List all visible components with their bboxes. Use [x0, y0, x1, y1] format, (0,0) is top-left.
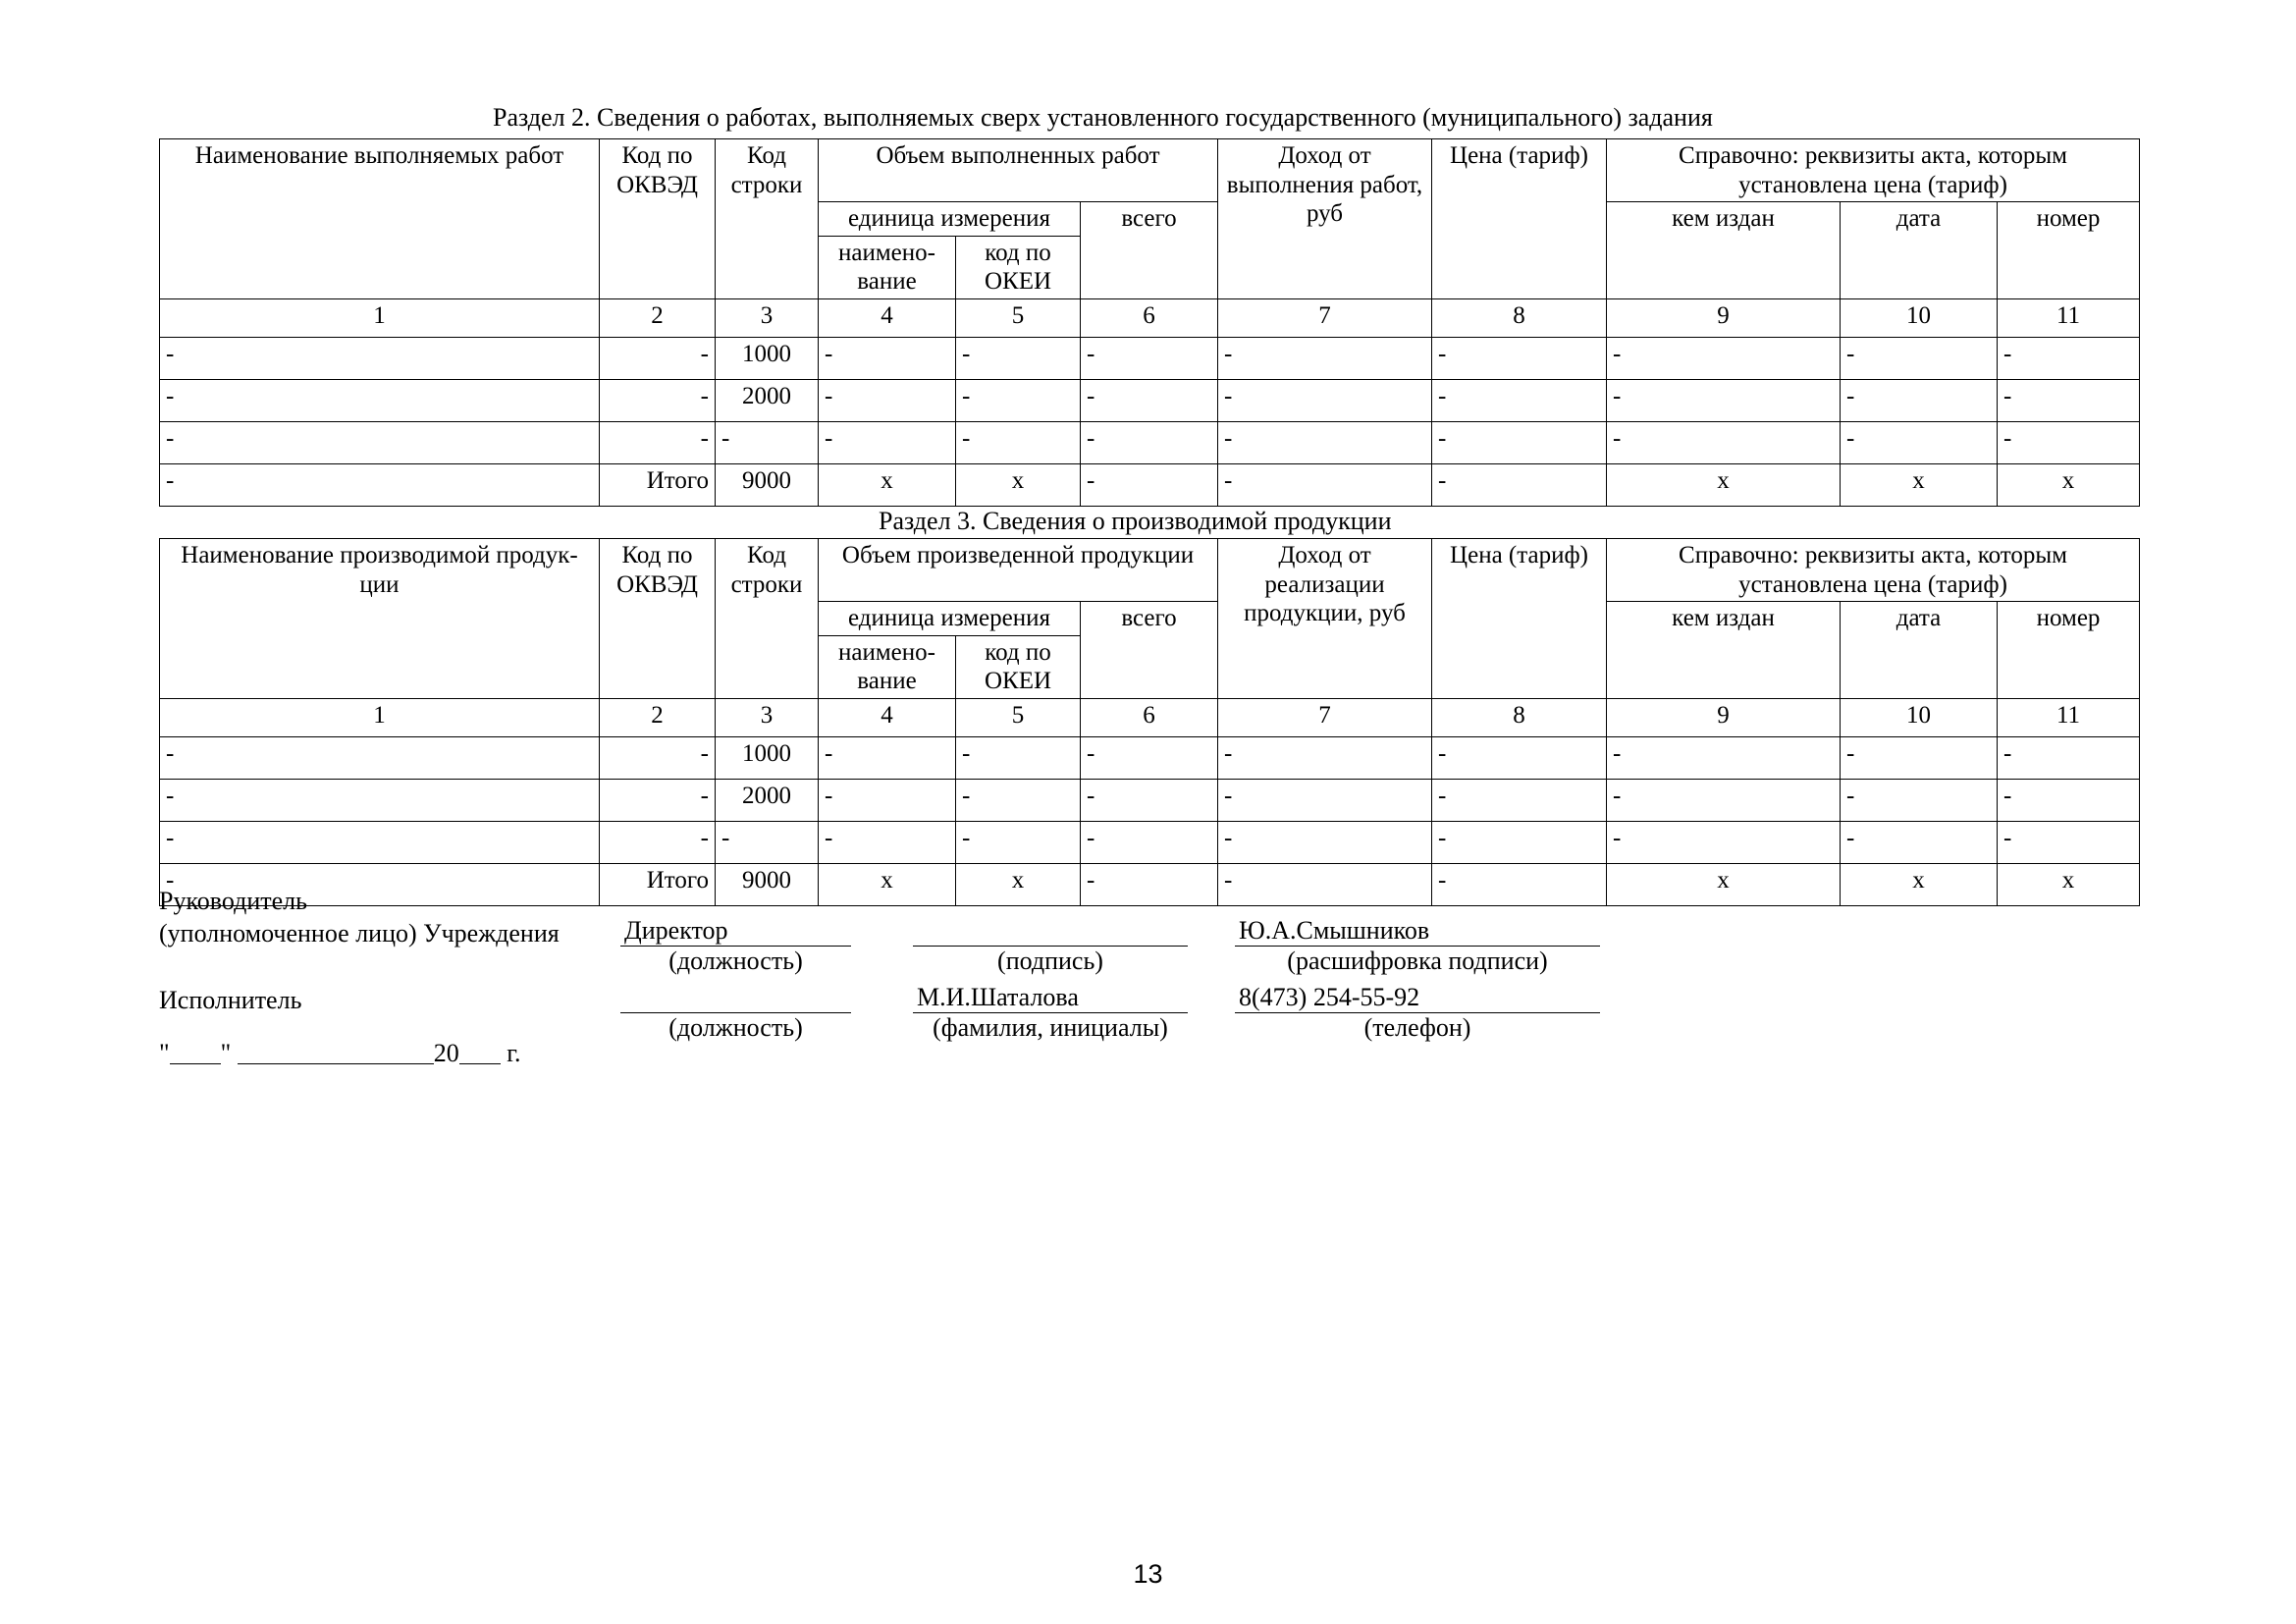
cell-total-label: Итого	[600, 463, 716, 506]
cell-okved: -	[600, 821, 716, 863]
executor-position-caption: (должность)	[668, 1012, 803, 1042]
header-date: дата	[1841, 602, 1998, 699]
col-num: 3	[716, 298, 819, 337]
header-price: Цена (тариф)	[1432, 139, 1607, 299]
cell-date: -	[1841, 779, 1998, 821]
header-reference-group: Справочно: реквизиты акта, которым установлена цена (тариф)	[1607, 139, 2140, 202]
cell-unit-name: -	[819, 821, 956, 863]
cell-total: -	[1081, 779, 1218, 821]
header-unit-name: наимено-вание	[819, 635, 956, 698]
cell-unit-okei: х	[956, 863, 1081, 905]
table-header-row-main	[160, 139, 2140, 202]
cell-number: -	[1998, 736, 2140, 779]
header-row-code: Код строки	[716, 139, 819, 299]
cell-row-code: 1000	[716, 736, 819, 779]
header-name: Наименование производимой продук-ции	[160, 539, 600, 699]
cell-name: -	[160, 821, 600, 863]
section-3-table	[159, 538, 2140, 906]
head-name-caption: (расшифровка подписи)	[1287, 947, 1548, 975]
table-total-row	[160, 463, 2140, 506]
col-num: 7	[1218, 698, 1432, 736]
table-row	[160, 779, 2140, 821]
cell-number: х	[1998, 463, 2140, 506]
cell-income: -	[1218, 379, 1432, 421]
col-num: 6	[1081, 698, 1218, 736]
date-month-blank[interactable]	[238, 1063, 434, 1064]
cell-number: -	[1998, 337, 2140, 379]
col-num: 3	[716, 698, 819, 736]
cell-issued-by: -	[1607, 379, 1841, 421]
executor-position-field	[620, 983, 851, 1013]
head-sign-field	[913, 916, 1188, 947]
cell-price: -	[1432, 821, 1607, 863]
table-column-number-row	[160, 298, 2140, 337]
header-total: всего	[1081, 202, 1218, 299]
cell-date: х	[1841, 863, 1998, 905]
executor-signature-row	[159, 983, 1600, 1013]
head-position-value[interactable]: Директор	[620, 916, 851, 947]
header-total: всего	[1081, 602, 1218, 699]
cell-okved: -	[600, 337, 716, 379]
date-quote-close: "	[220, 1039, 232, 1067]
cell-income: -	[1218, 421, 1432, 463]
cell-total: -	[1081, 463, 1218, 506]
table-column-number-row	[160, 698, 2140, 736]
col-num: 5	[956, 698, 1081, 736]
cell-income: -	[1218, 463, 1432, 506]
col-num: 7	[1218, 298, 1432, 337]
col-num: 9	[1607, 698, 1841, 736]
head-signature-row	[159, 916, 1600, 947]
executor-position-value[interactable]	[620, 983, 851, 1013]
header-income: Доход от выполнения работ, руб	[1218, 139, 1432, 299]
executor-position-caption-wrap	[620, 1013, 851, 1044]
cell-issued-by: х	[1607, 463, 1841, 506]
cell-unit-name: -	[819, 421, 956, 463]
executor-name-caption-wrap	[913, 1013, 1188, 1044]
cell-date: -	[1841, 379, 1998, 421]
executor-phone-caption: (телефон)	[1363, 1012, 1471, 1042]
cell-unit-okei: -	[956, 421, 1081, 463]
executor-label: Исполнитель	[159, 985, 302, 1014]
header-date: дата	[1841, 202, 1998, 299]
header-issued-by: кем издан	[1607, 602, 1841, 699]
cell-price: -	[1432, 463, 1607, 506]
head-name-field	[1235, 916, 1600, 947]
section-2-table	[159, 138, 2140, 507]
cell-row-code: -	[716, 421, 819, 463]
cell-okved: -	[600, 421, 716, 463]
header-issued-by: кем издан	[1607, 202, 1841, 299]
header-price: Цена (тариф)	[1432, 539, 1607, 699]
head-sign-value[interactable]	[913, 916, 1188, 947]
cell-okved: -	[600, 379, 716, 421]
cell-price: -	[1432, 736, 1607, 779]
table-row	[160, 821, 2140, 863]
cell-issued-by: -	[1607, 736, 1841, 779]
head-position-caption: (должность)	[668, 947, 803, 975]
head-name-value[interactable]: Ю.А.Смышников	[1235, 916, 1600, 947]
spacer	[159, 951, 620, 977]
col-num: 6	[1081, 298, 1218, 337]
head-name-caption-wrap	[1235, 947, 1600, 977]
executor-phone-value[interactable]: 8(473) 254-55-92	[1235, 983, 1600, 1013]
cell-price: -	[1432, 779, 1607, 821]
head-caption-row	[159, 947, 1600, 977]
header-name: Наименование выполняемых работ	[160, 139, 600, 299]
cell-name: -	[160, 463, 600, 506]
cell-date: х	[1841, 463, 1998, 506]
header-unit-name: наимено-вание	[819, 236, 956, 298]
col-num: 2	[600, 698, 716, 736]
cell-okved: -	[600, 779, 716, 821]
cell-date: -	[1841, 337, 1998, 379]
head-label-line1: Руководитель	[159, 887, 307, 915]
cell-unit-name: -	[819, 779, 956, 821]
head-position-caption-wrap	[620, 947, 851, 977]
cell-name: -	[160, 863, 600, 905]
cell-income: -	[1218, 337, 1432, 379]
cell-name: -	[160, 779, 600, 821]
cell-price: -	[1432, 379, 1607, 421]
table-row	[160, 736, 2140, 779]
cell-number: х	[1998, 863, 2140, 905]
cell-total: -	[1081, 736, 1218, 779]
header-number: номер	[1998, 602, 2140, 699]
cell-unit-okei: -	[956, 337, 1081, 379]
cell-issued-by: -	[1607, 421, 1841, 463]
cell-unit-okei: -	[956, 736, 1081, 779]
cell-income: -	[1218, 863, 1432, 905]
executor-name-caption: (фамилия, инициалы)	[933, 1012, 1168, 1042]
cell-price: -	[1432, 337, 1607, 379]
cell-income: -	[1218, 779, 1432, 821]
cell-unit-name: -	[819, 736, 956, 779]
cell-date: -	[1841, 736, 1998, 779]
section-2-title: Раздел 2. Сведения о работах, выполняемых сверх установленного государственного (муниципального) задания	[493, 103, 1713, 132]
header-unit-okei: код по ОКЕИ	[956, 236, 1081, 298]
cell-total: -	[1081, 379, 1218, 421]
col-num: 8	[1432, 298, 1607, 337]
cell-row-code: 1000	[716, 337, 819, 379]
col-num: 2	[600, 298, 716, 337]
head-label-line2: (уполномоченное лицо) Учреждения	[159, 919, 560, 947]
cell-number: -	[1998, 821, 2140, 863]
cell-unit-okei: -	[956, 821, 1081, 863]
signature-block	[159, 889, 1600, 1043]
executor-phone-field	[1235, 983, 1600, 1013]
col-num: 1	[160, 298, 600, 337]
date-line	[159, 1039, 520, 1068]
head-sign-caption-wrap	[913, 947, 1188, 977]
cell-unit-okei: -	[956, 379, 1081, 421]
page-number: 13	[1133, 1559, 1163, 1589]
head-sign-caption: (подпись)	[997, 947, 1103, 975]
header-unit-group: единица измерения	[819, 202, 1081, 237]
header-reference-group: Справочно: реквизиты акта, которым установлена цена (тариф)	[1607, 539, 2140, 602]
cell-income: -	[1218, 821, 1432, 863]
date-year-blank[interactable]	[459, 1063, 501, 1064]
col-num: 5	[956, 298, 1081, 337]
cell-date: -	[1841, 421, 1998, 463]
section-3-title: Раздел 3. Сведения о производимой продукции	[879, 507, 1392, 535]
header-okved: Код по ОКВЭД	[600, 139, 716, 299]
table-header-row-main	[160, 539, 2140, 602]
cell-income: -	[1218, 736, 1432, 779]
cell-price: -	[1432, 421, 1607, 463]
cell-unit-okei: -	[956, 779, 1081, 821]
cell-name: -	[160, 379, 600, 421]
cell-unit-name: -	[819, 337, 956, 379]
table-row	[160, 421, 2140, 463]
executor-name-field	[913, 983, 1188, 1013]
cell-number: -	[1998, 421, 2140, 463]
header-income: Доход от реализации продукции, руб	[1218, 539, 1432, 699]
date-quote-open: "	[159, 1039, 170, 1067]
cell-row-code: -	[716, 821, 819, 863]
date-day-blank[interactable]	[170, 1063, 221, 1064]
cell-total-label: Итого	[600, 863, 716, 905]
header-unit-okei: код по ОКЕИ	[956, 635, 1081, 698]
cell-issued-by: х	[1607, 863, 1841, 905]
cell-name: -	[160, 421, 600, 463]
cell-row-code: 9000	[716, 863, 819, 905]
cell-total: -	[1081, 337, 1218, 379]
date-year-prefix: 20	[433, 1039, 459, 1067]
cell-issued-by: -	[1607, 821, 1841, 863]
cell-unit-name: х	[819, 463, 956, 506]
col-num: 11	[1998, 698, 2140, 736]
cell-row-code: 2000	[716, 779, 819, 821]
cell-date: -	[1841, 821, 1998, 863]
header-number: номер	[1998, 202, 2140, 299]
cell-price: -	[1432, 863, 1607, 905]
col-num: 11	[1998, 298, 2140, 337]
executor-phone-caption-wrap	[1235, 1013, 1600, 1044]
col-num: 10	[1841, 298, 1998, 337]
cell-unit-okei: х	[956, 463, 1081, 506]
table-row	[160, 337, 2140, 379]
cell-row-code: 9000	[716, 463, 819, 506]
cell-name: -	[160, 337, 600, 379]
col-num: 4	[819, 298, 956, 337]
cell-name: -	[160, 736, 600, 779]
cell-issued-by: -	[1607, 779, 1841, 821]
header-volume-group: Объем выполненных работ	[819, 139, 1218, 202]
cell-issued-by: -	[1607, 337, 1841, 379]
date-suffix: г.	[507, 1039, 521, 1067]
cell-total: -	[1081, 821, 1218, 863]
cell-total: -	[1081, 863, 1218, 905]
head-position-field	[620, 916, 851, 947]
cell-number: -	[1998, 379, 2140, 421]
cell-number: -	[1998, 779, 2140, 821]
col-num: 8	[1432, 698, 1607, 736]
cell-okved: -	[600, 736, 716, 779]
col-num: 4	[819, 698, 956, 736]
header-unit-group: единица измерения	[819, 602, 1081, 636]
table-row	[160, 379, 2140, 421]
cell-unit-name: -	[819, 379, 956, 421]
cell-unit-name: х	[819, 863, 956, 905]
header-row-code: Код строки	[716, 539, 819, 699]
col-num: 9	[1607, 298, 1841, 337]
header-volume-group: Объем произведенной продукции	[819, 539, 1218, 602]
cell-total: -	[1081, 421, 1218, 463]
col-num: 10	[1841, 698, 1998, 736]
executor-name-value[interactable]: М.И.Шаталова	[913, 983, 1188, 1013]
col-num: 1	[160, 698, 600, 736]
cell-row-code: 2000	[716, 379, 819, 421]
header-okved: Код по ОКВЭД	[600, 539, 716, 699]
